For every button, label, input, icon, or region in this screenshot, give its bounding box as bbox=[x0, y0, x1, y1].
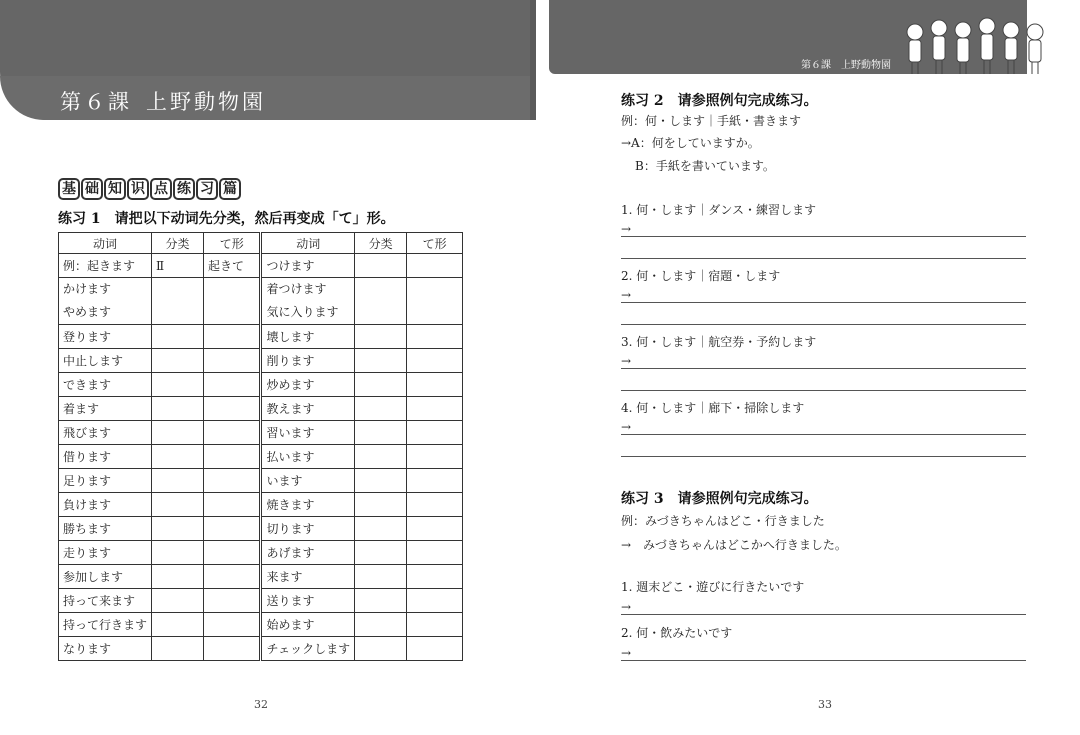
cell-class-2[interactable] bbox=[355, 613, 407, 637]
cell-verb-2 bbox=[261, 278, 355, 325]
cell-class[interactable] bbox=[152, 541, 204, 565]
cell-te-form-2[interactable] bbox=[407, 517, 463, 541]
cell-class[interactable] bbox=[152, 565, 204, 589]
cell-class-2[interactable] bbox=[355, 421, 407, 445]
badge-char: 知 bbox=[104, 178, 126, 200]
cell-te-form-2[interactable] bbox=[407, 397, 463, 421]
cell-class-2[interactable] bbox=[355, 541, 407, 565]
cell-verb-text: かけます bbox=[63, 282, 112, 296]
table-row bbox=[59, 613, 463, 637]
cell-te-form[interactable] bbox=[204, 613, 261, 637]
cell-verb-2 bbox=[261, 421, 355, 445]
cell-te-form[interactable] bbox=[204, 421, 261, 445]
cell-verb-2 bbox=[261, 469, 355, 493]
children-illustration bbox=[901, 14, 1057, 78]
cell-verb-text: 持って来ます bbox=[63, 594, 136, 608]
cell-te-form-2[interactable] bbox=[407, 493, 463, 517]
header-te-form-2: て形 bbox=[407, 233, 463, 254]
badge-char: 习 bbox=[196, 178, 218, 200]
cell-te-form[interactable] bbox=[204, 565, 261, 589]
cell-verb-text: 登ります bbox=[63, 330, 112, 344]
cell-verb bbox=[59, 469, 152, 493]
cell-te-form-2[interactable] bbox=[407, 349, 463, 373]
cell-class[interactable] bbox=[152, 445, 204, 469]
exercise2-example: 例：何・します｜手紙・書きます bbox=[621, 114, 802, 128]
table-row bbox=[59, 254, 463, 278]
cell-verb bbox=[59, 637, 152, 661]
cell-class[interactable] bbox=[152, 469, 204, 493]
table-row bbox=[59, 589, 463, 613]
cell-verb-2 bbox=[261, 373, 355, 397]
cell-class-2[interactable] bbox=[355, 325, 407, 349]
cell-te-form[interactable] bbox=[204, 493, 261, 517]
cell-te-form[interactable] bbox=[204, 373, 261, 397]
cell-te-form[interactable] bbox=[204, 589, 261, 613]
table-row bbox=[59, 493, 463, 517]
answer-line bbox=[621, 434, 1026, 435]
cell-te-form-2[interactable] bbox=[407, 421, 463, 445]
cell-verb-text: 借ります bbox=[63, 450, 112, 464]
cell-class-2[interactable] bbox=[355, 637, 407, 661]
exercise2-item-1: 1. 何・します｜ダンス・練習します bbox=[621, 203, 817, 217]
table-row bbox=[59, 565, 463, 589]
cell-class-2[interactable] bbox=[355, 469, 407, 493]
cell-verb-2-text: 焼きます bbox=[266, 498, 315, 512]
cell-verb-text: 着ます bbox=[63, 402, 100, 416]
cell-verb-2 bbox=[261, 613, 355, 637]
cell-verb-2 bbox=[261, 445, 355, 469]
cell-verb bbox=[59, 517, 152, 541]
cell-verb-text: なります bbox=[63, 642, 112, 656]
table-header-row bbox=[59, 233, 463, 254]
answer-arrow: → bbox=[621, 420, 632, 434]
section-badge bbox=[58, 178, 241, 200]
exercise2-answer-b: B：手紙を書いています。 bbox=[635, 159, 775, 173]
cell-verb-2-text: 壊します bbox=[266, 330, 315, 344]
cell-te-form-2[interactable] bbox=[407, 637, 463, 661]
cell-verb-2 bbox=[261, 325, 355, 349]
cell-class[interactable] bbox=[152, 637, 204, 661]
cell-class[interactable] bbox=[152, 589, 204, 613]
cell-te-form-2[interactable] bbox=[407, 373, 463, 397]
table-row bbox=[59, 278, 463, 325]
answer-line bbox=[621, 368, 1026, 369]
header-te-form: て形 bbox=[204, 233, 261, 254]
cell-te-form[interactable] bbox=[204, 517, 261, 541]
cell-class-2[interactable] bbox=[355, 517, 407, 541]
running-header-label: 第６課 上野動物園 bbox=[801, 60, 891, 71]
cell-class[interactable] bbox=[152, 613, 204, 637]
cell-te-form[interactable] bbox=[204, 445, 261, 469]
exercise2-item-4: 4. 何・します｜廊下・掃除します bbox=[621, 401, 805, 415]
cell-class-2[interactable] bbox=[355, 349, 407, 373]
table-row bbox=[59, 445, 463, 469]
cell-verb-2-text: 教えます bbox=[266, 402, 315, 416]
cell-verb-2 bbox=[261, 589, 355, 613]
cell-verb bbox=[59, 325, 152, 349]
cell-class[interactable] bbox=[152, 493, 204, 517]
cell-te-form[interactable] bbox=[204, 278, 261, 325]
cell-verb-text: 中止します bbox=[63, 354, 124, 368]
cell-class-2[interactable] bbox=[355, 493, 407, 517]
cell-te-form-2[interactable] bbox=[407, 565, 463, 589]
book-gutter bbox=[540, 0, 549, 735]
cell-class[interactable] bbox=[152, 349, 204, 373]
cell-te-form-2[interactable] bbox=[407, 613, 463, 637]
cell-verb-2 bbox=[261, 565, 355, 589]
cell-verb bbox=[59, 421, 152, 445]
badge-char: 练 bbox=[173, 178, 195, 200]
answer-line bbox=[621, 456, 1026, 457]
exercise2-item-2: 2. 何・します｜宿題・します bbox=[621, 269, 781, 283]
answer-line bbox=[621, 660, 1026, 661]
cell-verb-2-text: 削ります bbox=[266, 354, 315, 368]
cell-verb-2 bbox=[261, 637, 355, 661]
cell-verb bbox=[59, 349, 152, 373]
cell-verb-2-text: 炒めます bbox=[266, 378, 315, 392]
cell-verb-text: 例：起きます bbox=[63, 259, 136, 273]
cell-verb bbox=[59, 493, 152, 517]
page-number-right: 33 bbox=[818, 698, 832, 711]
cell-te-form-2[interactable] bbox=[407, 278, 463, 325]
badge-char: 点 bbox=[150, 178, 172, 200]
answer-line bbox=[621, 302, 1026, 303]
cell-te-form[interactable] bbox=[204, 397, 261, 421]
table-row bbox=[59, 541, 463, 565]
cell-verb bbox=[59, 589, 152, 613]
cell-class-text: Ⅱ bbox=[156, 258, 165, 273]
answer-arrow: → bbox=[621, 600, 632, 614]
cell-verb-2-text: チェックします bbox=[266, 642, 351, 656]
cell-verb bbox=[59, 445, 152, 469]
cell-verb-2-text: 始めます bbox=[266, 618, 315, 632]
gutter-edge-left bbox=[530, 0, 536, 120]
cell-verb-2-text: 払います bbox=[266, 450, 315, 464]
table-row bbox=[59, 421, 463, 445]
cell-te-form-2[interactable] bbox=[407, 254, 463, 278]
cell-te-form[interactable] bbox=[204, 254, 261, 278]
exercise3-example: 例：みづきちゃんはどこ・行きました bbox=[621, 514, 825, 528]
header-class: 分类 bbox=[152, 233, 204, 254]
table-row bbox=[59, 349, 463, 373]
badge-char: 础 bbox=[81, 178, 103, 200]
cell-class[interactable] bbox=[152, 278, 204, 325]
cell-verb-2-text: あげます bbox=[266, 546, 315, 560]
cell-te-form[interactable] bbox=[204, 349, 261, 373]
answer-line bbox=[621, 236, 1026, 237]
cell-class-2[interactable] bbox=[355, 397, 407, 421]
exercise1-heading: 练习 1 请把以下动词先分类，然后再变成「て」形。 bbox=[58, 211, 395, 227]
header-class-2: 分类 bbox=[355, 233, 407, 254]
answer-line bbox=[621, 614, 1026, 615]
cell-verb-text: 飛びます bbox=[63, 426, 112, 440]
cell-class-2[interactable] bbox=[355, 589, 407, 613]
cell-class[interactable] bbox=[152, 254, 204, 278]
exercise3-example-answer: → みづきちゃんはどこかへ行きました。 bbox=[621, 538, 847, 552]
cell-verb-text: できます bbox=[63, 378, 112, 392]
verb-table-body bbox=[59, 254, 463, 661]
cell-verb-2-text: 送ります bbox=[266, 594, 315, 608]
badge-char: 篇 bbox=[219, 178, 241, 200]
answer-arrow: → bbox=[621, 222, 632, 236]
cell-verb bbox=[59, 565, 152, 589]
cell-verb-2-text: つけます bbox=[266, 259, 315, 273]
exercise3-item-2: 2. 何・飲みたいです bbox=[621, 626, 733, 640]
cell-verb-text: 参加します bbox=[63, 570, 124, 584]
answer-line bbox=[621, 324, 1026, 325]
cell-class[interactable] bbox=[152, 517, 204, 541]
cell-verb bbox=[59, 541, 152, 565]
cell-verb bbox=[59, 373, 152, 397]
table-row bbox=[59, 517, 463, 541]
cell-verb-2 bbox=[261, 349, 355, 373]
answer-line bbox=[621, 390, 1026, 391]
answer-arrow: → bbox=[621, 288, 632, 302]
cell-te-form-2[interactable] bbox=[407, 445, 463, 469]
table-row bbox=[59, 325, 463, 349]
cell-class-2[interactable] bbox=[355, 445, 407, 469]
cell-te-form[interactable] bbox=[204, 637, 261, 661]
cell-te-form[interactable] bbox=[204, 541, 261, 565]
table-row bbox=[59, 373, 463, 397]
right-page bbox=[549, 0, 1080, 735]
badge-char: 基 bbox=[58, 178, 80, 200]
cell-verb-text: 走ります bbox=[63, 546, 112, 560]
cell-te-form[interactable] bbox=[204, 469, 261, 493]
exercise2-answer-a: →A：何をしていますか。 bbox=[621, 136, 760, 150]
cell-class-2[interactable] bbox=[355, 254, 407, 278]
cell-verb-text: 勝ちます bbox=[63, 522, 112, 536]
cell-verb-text: 足ります bbox=[63, 474, 112, 488]
lesson-title bbox=[60, 86, 266, 116]
cell-verb-2 bbox=[261, 541, 355, 565]
lesson-name: 上野動物園 bbox=[146, 90, 266, 114]
cell-verb bbox=[59, 397, 152, 421]
cell-verb-2-text: 来ます bbox=[266, 570, 303, 584]
cell-te-form-2[interactable] bbox=[407, 325, 463, 349]
table-row bbox=[59, 397, 463, 421]
cell-te-form-text: 起きて bbox=[208, 259, 245, 273]
cell-class[interactable] bbox=[152, 397, 204, 421]
exercise2-heading: 练习 2 请参照例句完成练习。 bbox=[621, 93, 818, 109]
lesson-number: 第６課 bbox=[60, 90, 132, 114]
cell-verb-2-text: 習います bbox=[266, 426, 315, 440]
exercise3-heading: 练习 3 请参照例句完成练习。 bbox=[621, 491, 818, 507]
cell-verb-2 bbox=[261, 254, 355, 278]
cell-te-form-2[interactable] bbox=[407, 541, 463, 565]
cell-verb-text: 持って行きます bbox=[63, 618, 148, 632]
cell-te-form-2[interactable] bbox=[407, 589, 463, 613]
cell-class[interactable] bbox=[152, 421, 204, 445]
header-verb-2: 动词 bbox=[261, 233, 355, 254]
cell-verb bbox=[59, 613, 152, 637]
answer-arrow: → bbox=[621, 646, 632, 660]
cell-class[interactable] bbox=[152, 325, 204, 349]
cell-verb-2-text: 気に入ります bbox=[266, 305, 339, 319]
cell-verb bbox=[59, 254, 152, 278]
cell-verb-2-text: います bbox=[266, 474, 303, 488]
cell-class-2[interactable] bbox=[355, 278, 407, 325]
exercise3-item-1: 1. 週末どこ・遊びに行きたいです bbox=[621, 580, 805, 594]
exercise2-item-3: 3. 何・します｜航空券・予約します bbox=[621, 335, 817, 349]
header-verb: 动词 bbox=[59, 233, 152, 254]
cell-te-form[interactable] bbox=[204, 325, 261, 349]
answer-line bbox=[621, 258, 1026, 259]
table-row bbox=[59, 469, 463, 493]
cell-verb-2 bbox=[261, 517, 355, 541]
verb-table bbox=[58, 232, 463, 661]
answer-arrow: → bbox=[621, 354, 632, 368]
cell-class-2[interactable] bbox=[355, 565, 407, 589]
cell-verb-2-text: 切ります bbox=[266, 522, 315, 536]
table-row bbox=[59, 637, 463, 661]
cell-verb bbox=[59, 278, 152, 325]
cell-verb-text: やめます bbox=[63, 305, 112, 319]
cell-verb-2 bbox=[261, 397, 355, 421]
badge-char: 识 bbox=[127, 178, 149, 200]
cell-verb-2-text: 着つけます bbox=[266, 282, 327, 296]
cell-verb-2 bbox=[261, 493, 355, 517]
cell-verb-text: 負けます bbox=[63, 498, 112, 512]
page-number-left: 32 bbox=[254, 698, 268, 711]
cell-class[interactable] bbox=[152, 373, 204, 397]
cell-te-form-2[interactable] bbox=[407, 469, 463, 493]
cell-class-2[interactable] bbox=[355, 373, 407, 397]
